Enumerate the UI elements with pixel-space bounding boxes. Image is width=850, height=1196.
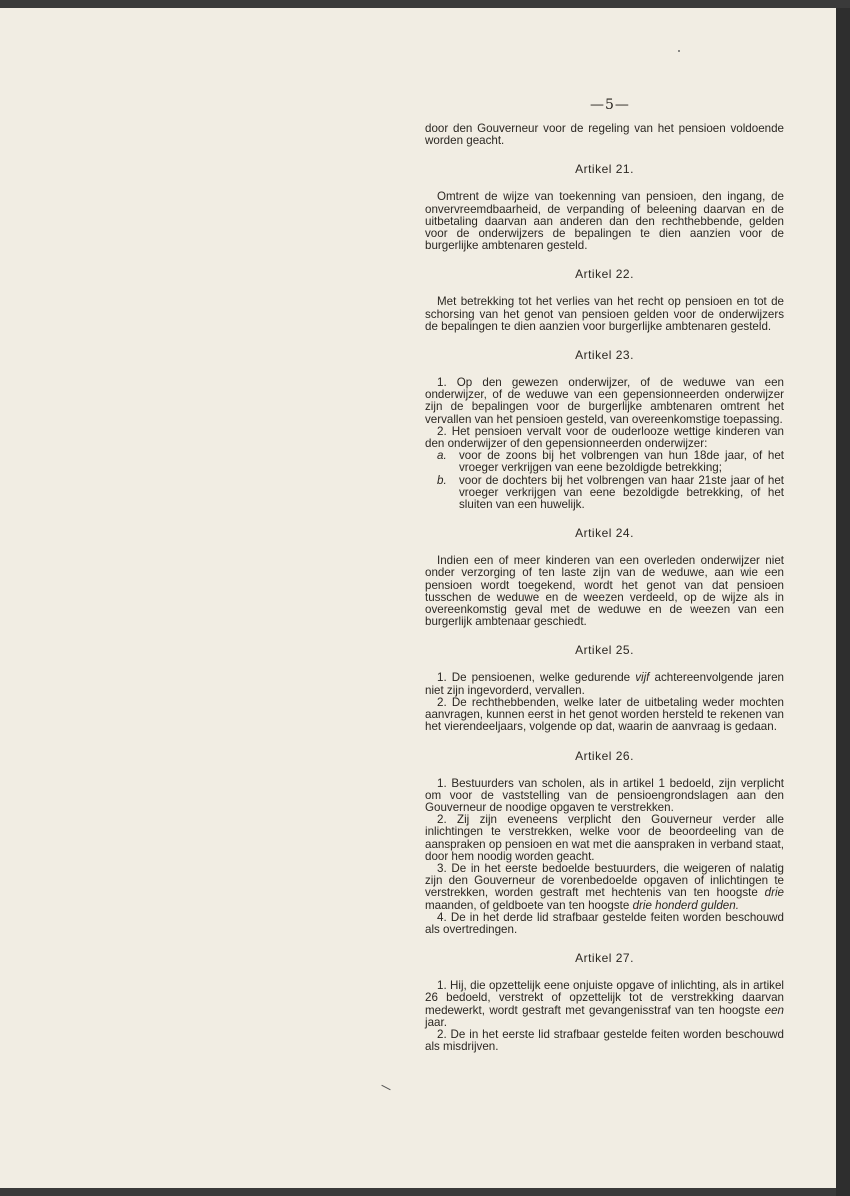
- item-label: b.: [437, 473, 447, 487]
- speck: [678, 50, 680, 52]
- article-27-paragraph-1: 1. Hij, die opzettelijk eene onjuiste opgave of inlichting, als in artikel 26 bedoeld, verstrekt of opzettelijk tot de verstrekking daarvan medewerkt, wordt gestraft met gevangenisstraf van ten hoogste een jaar.: [425, 979, 784, 1029]
- article-23-title: Artikel 23.: [575, 348, 634, 363]
- text-column: [425, 123, 784, 1053]
- article-21-text: Omtrent de wijze van toekenning van pensioen, den ingang, de onvervreemdbaarheid, de verpanding of beleening daarvan en de uitbetaling daarvan aan anderen dan den rechthebbende, gelden voor de onderwijzers de bepalingen te dien aanzien voor de burgerlijke ambtenaren gesteld.: [425, 190, 784, 253]
- item-text: voor de zoons bij het volbrengen van hun 18de jaar, of het vroeger verkrijgen van eene bezoldigde betrekking;: [459, 449, 784, 475]
- article-26-title: Artikel 26.: [575, 748, 634, 763]
- article-25-paragraph-1: 1. De pensioenen, welke gedurende vijf achtereenvolgende jaren niet zijn ingevorderd, vervallen.: [425, 671, 785, 697]
- article-26-paragraph-3: 3. De in het eerste bedoelde bestuurders, die weigeren of nalatig zijn den Gouverneur de vorenbedoelde opgaven of inlichtingen te verstrekken, worden gestraft met hechtenis van ten hoogste drie maanden, of geldboete van ten hoogste drie honderd gulden.: [425, 861, 784, 912]
- article-26-paragraph-2: 2. Zij zijn eveneens verplicht den Gouverneur verder alle inlichtingen te verstrekken, welke voor de beoordeeling van de aanspraken op pensioen en wat met die aanspraken in verband staat, door hem noodig worden geacht.: [425, 813, 784, 863]
- scan-edge: [836, 8, 850, 1196]
- article-25-paragraph-2: 2. De rechthebbenden, welke later de uitbetaling weder mochten aanvragen, kunnen eerst in het genot worden hersteld te rekenen van het vierendeeljaars, volgende op dat, waarin de aanvraag is gedaan.: [425, 695, 784, 734]
- article-22-text: Met betrekking tot het verlies van het recht op pensioen en tot de schorsing van het genot van pensioen gelden voor de onderwijzers de bepalingen te dien aanzien voor burgerlijke ambtenaren gesteld.: [425, 295, 784, 333]
- article-26-paragraph-1: 1. Bestuurders van scholen, als in artikel 1 bedoeld, zijn verplicht om voor de vaststelling van de pensioengrondslagen aan den Gouverneur de noodige opgaven te verstrekken.: [425, 776, 784, 814]
- article-23-item-b: [425, 475, 784, 512]
- item-text: voor de dochters bij het volbrengen van haar 21ste jaar of het vroeger verkrijgen van eene bezoldigde betrekking, of het sluiten van een huwelijk.: [459, 473, 784, 512]
- article-23-paragraph-2: 2. Het pensioen vervalt voor de ouderlooze wettige kinderen van den onderwijzer of den gepensionneerden onderwijzer:: [425, 424, 784, 451]
- article-27-paragraph-2: 2. De in het eerste lid strafbaar gestelde feiten worden beschouwd als misdrijven.: [425, 1027, 784, 1054]
- article-23-item-a: [425, 450, 784, 474]
- article-26-paragraph-4: 4. De in het derde lid strafbaar gestelde feiten worden beschouwd als overtredingen.: [425, 910, 784, 936]
- article-24-title: Artikel 24.: [575, 526, 634, 541]
- item-label: a.: [437, 449, 447, 463]
- article-23-paragraph-1: 1. Op den gewezen onderwijzer, of de weduwe van een onderwijzer, of de weduwe van een gepensionneerden onderwijzer zijn de bepalingen voor de burgerlijke ambtenaren omtrent het vervallen van het pensioen gesteld, van overeenkomstige toepassing.: [425, 376, 784, 426]
- article-27-title: Artikel 27.: [575, 951, 634, 966]
- page-number: —5—: [590, 97, 630, 113]
- article-22-title: Artikel 22.: [575, 267, 634, 282]
- article-25-title: Artikel 25.: [575, 643, 634, 658]
- intro-paragraph: door den Gouverneur voor de regeling van het pensioen voldoende worden geacht.: [425, 122, 784, 148]
- article-24-text: Indien een of meer kinderen van een overleden onderwijzer niet onder verzorging of ten laste zijn van de weduwe, aan wie een pensioen wordt toegekend, wordt het genot van dat pensioen tusschen de weduwe en de weezen verdeeld, op de wijze als in overeenkomstig geval met de weduwe en de weezen van een burgerlijk ambtenaar geschiedt.: [425, 554, 784, 629]
- article-21-title: Artikel 21.: [575, 162, 634, 177]
